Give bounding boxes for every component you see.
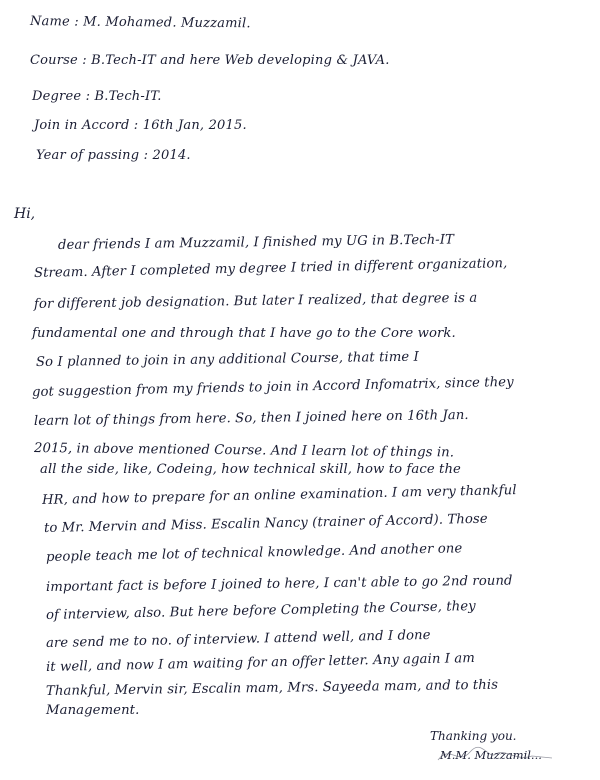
greeting: Hi,	[14, 206, 36, 222]
body-line-12: people teach me lot of technical knowledge. And another one	[45, 541, 463, 565]
body-line-14: of interview, also. But here before Completing the Course, they	[45, 598, 476, 623]
body-line-8: 2015, in above mentioned Course. And I learn lot of things in.	[33, 441, 455, 461]
body-line-11: to Mr. Mervin and Miss. Escalin Nancy (trainer of Accord). Those	[43, 511, 488, 536]
header-degree: Degree : B.Tech-IT.	[32, 89, 162, 104]
body-line-9: all the side, like, Codeing, how technical skill, how to face the	[40, 462, 461, 477]
header-course: Course : B.Tech-IT and here Web developing & JAVA.	[30, 53, 390, 68]
body-line-4: fundamental one and through that I have go to the Core work.	[32, 326, 456, 341]
body-line-16: it well, and now I am waiting for an offer letter. Any again I am	[45, 651, 476, 675]
closing-text: Thanking you.	[430, 729, 517, 743]
body-line-10: HR, and how to prepare for an online examination. I am very thankful	[41, 483, 517, 508]
body-line-18: Management.	[46, 703, 140, 718]
body-line-5: So I planned to join in any additional Course, that time I	[35, 349, 419, 370]
body-line-17: Thankful, Mervin sir, Escalin mam, Mrs. Sayeeda mam, and to this	[45, 677, 499, 699]
body-line-6: got suggestion from my friends to join in Accord Infomatrix, since they	[31, 374, 514, 400]
signature-flourish	[436, 742, 554, 764]
signature-text: M.M. Muzzamil...	[440, 748, 542, 762]
body-line-15: are send me to no. of interview. I attend well, and I done	[45, 627, 431, 651]
header-passing-year: Year of passing : 2014.	[36, 148, 191, 163]
body-line-1: dear friends I am Muzzamil, I finished my UG in B.Tech-IT	[57, 232, 455, 253]
body-line-13: important fact is before I joined to here, I can't able to go 2nd round	[45, 573, 513, 595]
body-line-7: learn lot of things from here. So, then I joined here on 16th Jan.	[33, 407, 469, 429]
body-line-2: Stream. After I completed my degree I tried in different organization,	[33, 256, 508, 281]
header-join-date: Join in Accord : 16th Jan, 2015.	[34, 118, 247, 133]
header-name: Name : M. Mohamed. Muzzamil.	[29, 14, 251, 32]
body-line-3: for different job designation. But later I realized, that degree is a	[33, 290, 478, 312]
